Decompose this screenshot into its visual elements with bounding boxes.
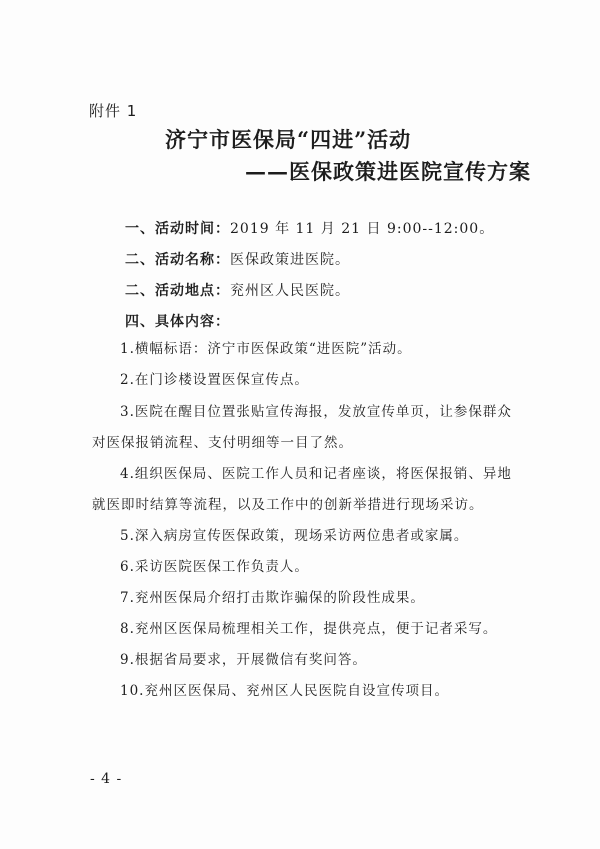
content-item: 8.兖州区医保局梳理相关工作，提供亮点，便于记者采写。	[120, 621, 498, 637]
activity-location-line	[125, 280, 350, 300]
activity-location-label: 二、活动地点：	[125, 283, 230, 299]
content-item: 7.兖州医保局介绍打击欺诈骗保的阶段性成果。	[120, 590, 425, 606]
activity-time-line	[125, 218, 494, 238]
activity-name-line	[125, 249, 350, 269]
section-heading: 四、具体内容：	[125, 314, 230, 330]
activity-name-label: 二、活动名称：	[125, 252, 230, 268]
content-item: 10.兖州区医保局、兖州区人民医院自设宣传项目。	[120, 683, 449, 699]
page-number: - 4 -	[90, 771, 123, 787]
activity-time-label: 一、活动时间：	[125, 221, 230, 237]
content-item: 2.在门诊楼设置医保宣传点。	[120, 372, 309, 388]
content-item: 9.根据省局要求，开展微信有奖问答。	[120, 652, 367, 668]
activity-time-value: 2019 年 11 月 21 日 9:00--12:00。	[230, 221, 495, 237]
attachment-label: 附件 1	[89, 102, 138, 120]
content-item: 5.深入病房宣传医保政策，现场采访两位患者或家属。	[120, 528, 469, 544]
content-item: 4.组织医保局、医院工作人员和记者座谈，将医保报销、异地就医即时结算等流程，以及工作中的创新举措进行现场采访。	[92, 466, 512, 513]
document-title: 济宁市医保局“四进”活动	[165, 127, 412, 152]
content-item: 3.医院在醒目位置张贴宣传海报，发放宣传单页，让参保群众对医保报销流程、支付明细等一目了然。	[92, 404, 512, 451]
activity-name-value: 医保政策进医院。	[230, 252, 350, 268]
content-item: 1.横幅标语：济宁市医保政策“进医院”活动。	[120, 341, 412, 357]
document-subtitle: ——医保政策进医院宣传方案	[245, 159, 531, 184]
content-item: 6.采访医院医保工作负责人。	[120, 559, 309, 575]
activity-location-value: 兖州区人民医院。	[230, 283, 350, 299]
